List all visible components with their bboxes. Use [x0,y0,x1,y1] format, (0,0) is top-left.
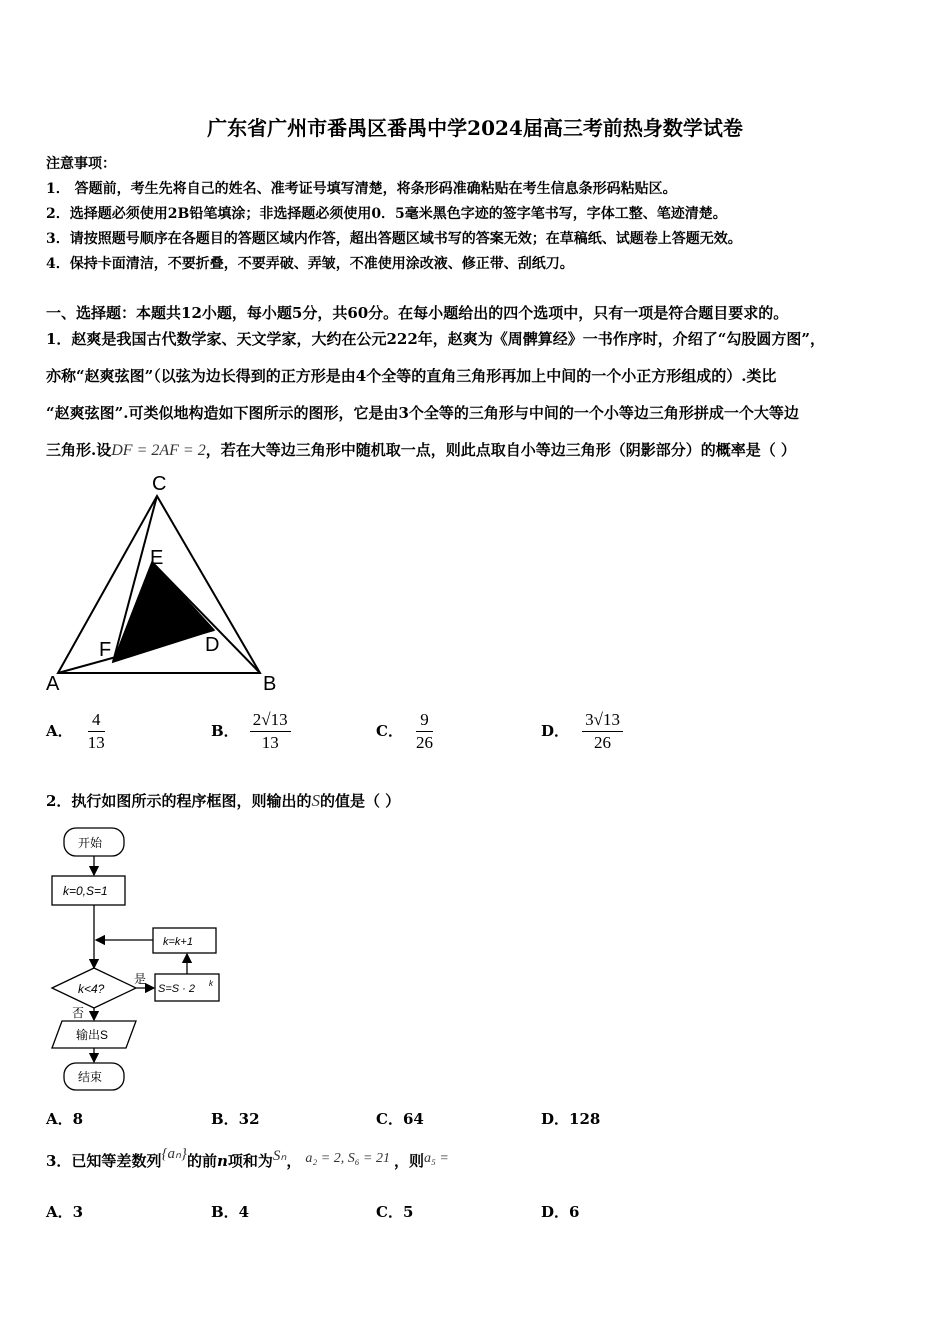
q3-sequence: {aₙ} [161,1146,187,1162]
q1-option-c[interactable] [376,709,433,754]
q3-stem-text: ，则 [394,1152,425,1170]
q3-stem-text: 项和为 [227,1152,273,1170]
label-a: A [46,673,60,695]
option-label: A． [46,722,73,740]
end-label: 结束 [78,1070,103,1084]
q3-sn: Sₙ [272,1148,287,1164]
q2-option-c[interactable]: C．64 [376,1110,424,1128]
start-label: 开始 [78,836,103,850]
q3-stem [46,1146,449,1171]
q2-option-a[interactable]: A．8 [46,1110,84,1128]
q2-option-d[interactable]: D．128 [541,1110,601,1128]
q3-stem-text: 的前 [186,1152,217,1170]
update-k-label: k=k+1 [163,936,193,948]
q3-option-b[interactable]: B．4 [211,1203,250,1221]
notice-item: 4．保持卡面清洁，不要折叠，不要弄破、弄皱，不准使用涂改液、修正带、刮纸刀。 [46,256,574,272]
q2-option-b[interactable]: B．32 [211,1110,260,1128]
zhao-shuang-triangle-figure [40,470,290,695]
q1-stem-line [46,439,796,460]
q1-stem-line: 1．赵爽是我国古代数学家、天文学家，大约在公元222年，赵爽为《周髀算经》一书作序时，介绍了“勾股圆方图”， [46,330,826,348]
q3-stem-text: ， [286,1152,302,1170]
update-s-label: S=S · 2 [158,983,195,995]
label-f: F [99,639,112,661]
q2-stem-text: 的值是（ ） [319,792,401,810]
fraction-denominator: 26 [594,733,612,752]
fraction-numerator: 2√13 [250,709,291,732]
q2-stem-text: 2．执行如图所示的程序框图，则输出的 [46,792,312,810]
q2-stem [46,790,400,811]
section-heading: 一、选择题：本题共12小题，每小题5分，共60分。在每小题给出的四个选项中，只有一项是符合题目要求的。 [46,304,789,322]
q2-var-s: S [311,791,320,810]
condition-label: k<4? [78,982,105,996]
q3-option-c[interactable]: C．5 [376,1203,414,1221]
q3-n: n [216,1152,228,1170]
notice-item: 1． 答题前，考生先将自己的姓名、准考证号填写清楚，将条形码准确粘贴在考生信息条形码粘贴区。 [46,181,677,197]
q3-given: a₂ = 2, S₆ = 21 [305,1151,391,1166]
q1-option-d[interactable] [541,709,623,754]
q1-stem-line: 亦称“赵爽弦图”（以弦为边长得到的正方形是由4个全等的直角三角形再加上中间的一个小正方形组成的）.类比 [46,367,777,385]
label-c: C [152,473,167,495]
label-b: B [263,673,277,695]
notice-heading: 注意事项： [46,156,116,172]
notice-item: 3．请按照题号顺序在各题目的答题区域内作答，超出答题区域书写的答案无效；在草稿纸、试题卷上答题无效。 [46,231,742,247]
q1-option-b[interactable] [211,709,291,754]
option-label: C． [376,722,403,740]
fraction-denominator: 13 [261,733,279,752]
page-title: 广东省广州市番禺区番禺中学2024届高三考前热身数学试卷 [207,116,743,140]
yes-label: 是 [134,972,147,986]
label-d: D [205,634,220,656]
q1-stem-text: 三角形.设 [46,441,112,459]
fraction-numerator: 9 [416,709,433,732]
fraction-numerator: 4 [88,709,105,732]
fraction-numerator: 3√13 [582,709,623,732]
shaded-inner-triangle [113,562,214,662]
init-label: k=0,S=1 [63,884,108,898]
fraction-denominator: 26 [416,733,434,752]
option-label: B． [211,722,239,740]
notice-item: 2．选择题必须使用2B铅笔填涂；非选择题必须使用0．5毫米黑色字迹的签字笔书写，字体工整、笔迹清楚。 [46,206,727,222]
q1-option-a[interactable] [46,709,105,754]
q3-stem-text: 3．已知等差数列 [46,1152,162,1170]
output-label: 输出S [76,1028,109,1042]
q3-option-d[interactable]: D．6 [541,1203,580,1221]
update-s-exponent: k [209,979,213,988]
no-label: 否 [72,1006,85,1020]
q3-ask: a₅ = [424,1151,449,1166]
program-flowchart [40,820,240,1095]
fraction-denominator: 13 [87,733,105,752]
q1-stem-text: ，若在大等边三角形中随机取一点，则此点取自小等边三角形（阴影部分）的概率是（ ） [205,441,796,459]
q1-stem-line: “赵爽弦图”.可类似地构造如下图所示的图形，它是由3个全等的三角形与中间的一个小等边三角形拼成一个大等边 [46,404,799,422]
q3-option-a[interactable]: A．3 [46,1203,84,1221]
label-e: E [150,547,164,569]
q1-math-expression: DF = 2AF = 2 [111,442,206,459]
option-label: D． [541,722,570,740]
